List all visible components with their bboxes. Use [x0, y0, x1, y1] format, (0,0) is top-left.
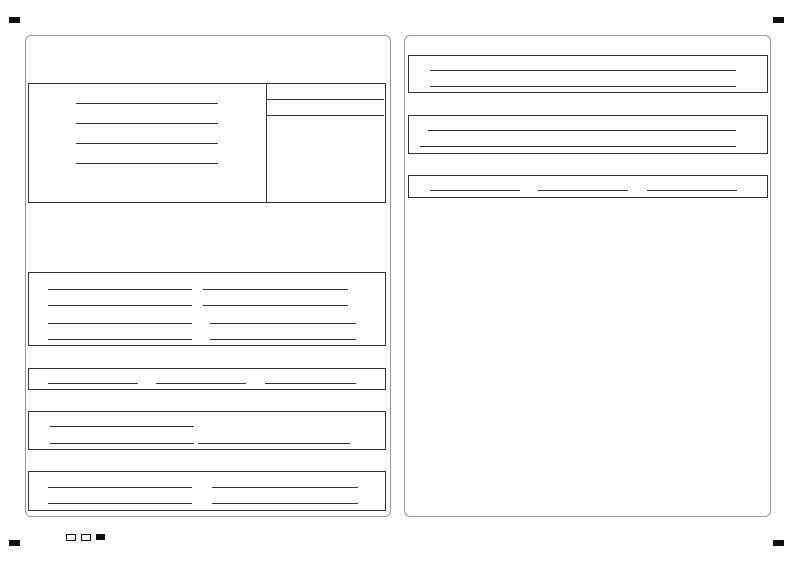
q14-line-1[interactable] — [428, 130, 736, 131]
q13-1-line[interactable] — [430, 70, 736, 71]
q2-4-line[interactable] — [210, 323, 356, 324]
q3-3-line[interactable] — [265, 383, 356, 384]
q11-2-line[interactable] — [212, 487, 358, 488]
q15-3-line[interactable] — [647, 190, 737, 191]
name-field[interactable] — [76, 103, 218, 104]
q10-answer-box — [28, 411, 386, 450]
corner-marker-tr — [773, 17, 784, 23]
q15-1-line[interactable] — [430, 190, 520, 191]
right-panel — [404, 35, 771, 517]
q15-2-line[interactable] — [538, 190, 628, 191]
footer-box-3 — [96, 534, 105, 540]
footer-box-2 — [81, 534, 91, 541]
q2-3-line[interactable] — [48, 323, 192, 324]
exam-number-header — [267, 85, 384, 100]
corner-marker-tl — [9, 17, 20, 23]
q10-2-line[interactable] — [50, 443, 194, 444]
footer-box-1 — [66, 534, 76, 541]
q3-answer-box — [28, 368, 386, 390]
q2-answer-box — [28, 272, 386, 346]
q2-5-line[interactable] — [48, 339, 192, 340]
q11-4-line[interactable] — [212, 503, 358, 504]
q3-2-line[interactable] — [156, 383, 246, 384]
q2-6-line[interactable] — [210, 339, 356, 340]
class-field[interactable] — [76, 143, 218, 144]
exam-number-write-row[interactable] — [267, 100, 384, 116]
corner-marker-br — [773, 540, 784, 546]
q13-answer-box — [408, 55, 768, 93]
corner-marker-bl — [9, 540, 20, 546]
q11-answer-box — [28, 471, 386, 511]
q11-3-line[interactable] — [48, 503, 192, 504]
q2-2b-line[interactable] — [203, 305, 348, 306]
q13-2-line[interactable] — [430, 86, 736, 87]
q14-answer-box — [408, 115, 768, 154]
seat-field[interactable] — [76, 163, 218, 164]
q2-1-line[interactable] — [48, 289, 192, 290]
q15-answer-box — [408, 175, 768, 198]
q10-2b-line[interactable] — [198, 443, 350, 444]
q3-1-line[interactable] — [48, 383, 138, 384]
school-field[interactable] — [76, 123, 218, 124]
q2-1b-line[interactable] — [203, 289, 348, 290]
q10-1-line[interactable] — [50, 426, 194, 427]
q11-1-line[interactable] — [48, 487, 192, 488]
q2-2-line[interactable] — [48, 305, 192, 306]
q14-line-2[interactable] — [420, 146, 736, 147]
